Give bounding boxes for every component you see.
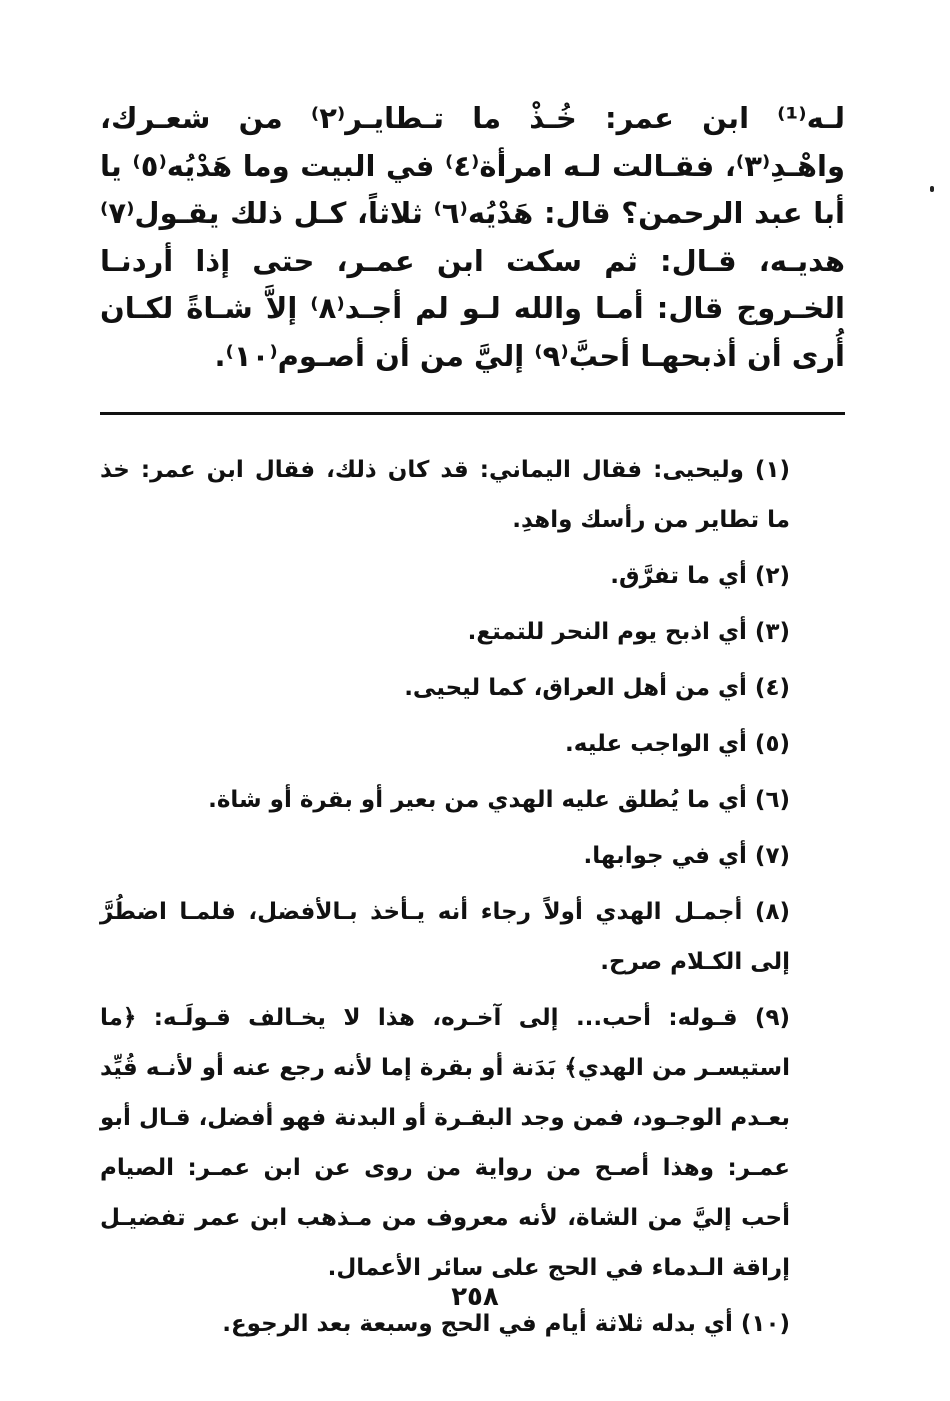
- footnote-9: (٩) قـوله: أحب... إلى آخـره، هذا لا يخـالف قـولَـه: ﴿ما استيسـر من الهدي﴾ بَدَنة أو بقرة إما لأنه رجع عنه أو لأنـه قُيِّد بعـدم الوجـود، فمن وجد البقـرة أو البدنة فهو أفضل، قـال أبو عمـر: وهذا أصـح من رواية من روى عن ابن عمـر: الصيام أحب إليَّ من الشاة، لأنه معروف من مـذهب ابن عمر تفضيـل إراقة الـدماء في الحج على سائر الأعمال.: [100, 1005, 790, 1281]
- footnote-5: (٥) أي الواجب عليه.: [565, 731, 790, 757]
- footnote-2: (٢) أي ما تفرَّق.: [610, 563, 790, 589]
- footnote-4: (٤) أي من أهل العراق، كما ليحيى.: [404, 675, 790, 701]
- main-text: لـه⁽¹⁾ ابن عمر: خُـذْ ما تـطايـر⁽٢⁾ من شعـرك، واهْـدِ⁽٣⁾، فقـالت لـه امرأة⁽٤⁾ في البيت وما هَدْيُه⁽٥⁾ يا أبا عبد الرحمن؟ قال: هَدْيُه⁽٦⁾ ثلاثاً، كـل ذلك يقـول⁽٧⁾ هديـه، قـال: ثم سكت ابن عمـر، حتى إذا أردنـا الخـروج قال: أمـا والله لـو لم أجـد⁽٨⁾ إلاَّ شـاةً لكـان أُرى أن أذبحهـا أحبَّ⁽٩⁾ إليَّ من أن أصـوم⁽١٠⁾.: [100, 101, 845, 373]
- footnote-7: (٧) أي في جوابها.: [583, 843, 790, 869]
- footnote-1: (١) وليحيى: فقال اليماني: قد كان ذلك، فقال ابن عمر: خذ ما تطاير من رأسك واهدِ.: [100, 457, 790, 533]
- footnotes: [100, 445, 845, 1349]
- footnote-10: (١٠) أي بدله ثلاثة أيام في الحج وسبعة بعد الرجوع.: [222, 1311, 790, 1337]
- page-body: [100, 95, 845, 1349]
- scan-speck: [930, 186, 934, 192]
- footnote-8: (٨) أجمـل الهدي أولاً رجاء أنه يـأخذ بـالأفضل، فلمـا اضطُرَّ إلى الكـلام صرح.: [100, 899, 790, 975]
- footnote-divider: [100, 412, 845, 415]
- footnote-3: (٣) أي اذبح يوم النحر للتمتع.: [467, 619, 790, 645]
- page-number: ٢٥٨: [451, 1282, 499, 1312]
- footnote-6: (٦) أي ما يُطلق عليه الهدي من بعير أو بقرة أو شاة.: [208, 787, 790, 813]
